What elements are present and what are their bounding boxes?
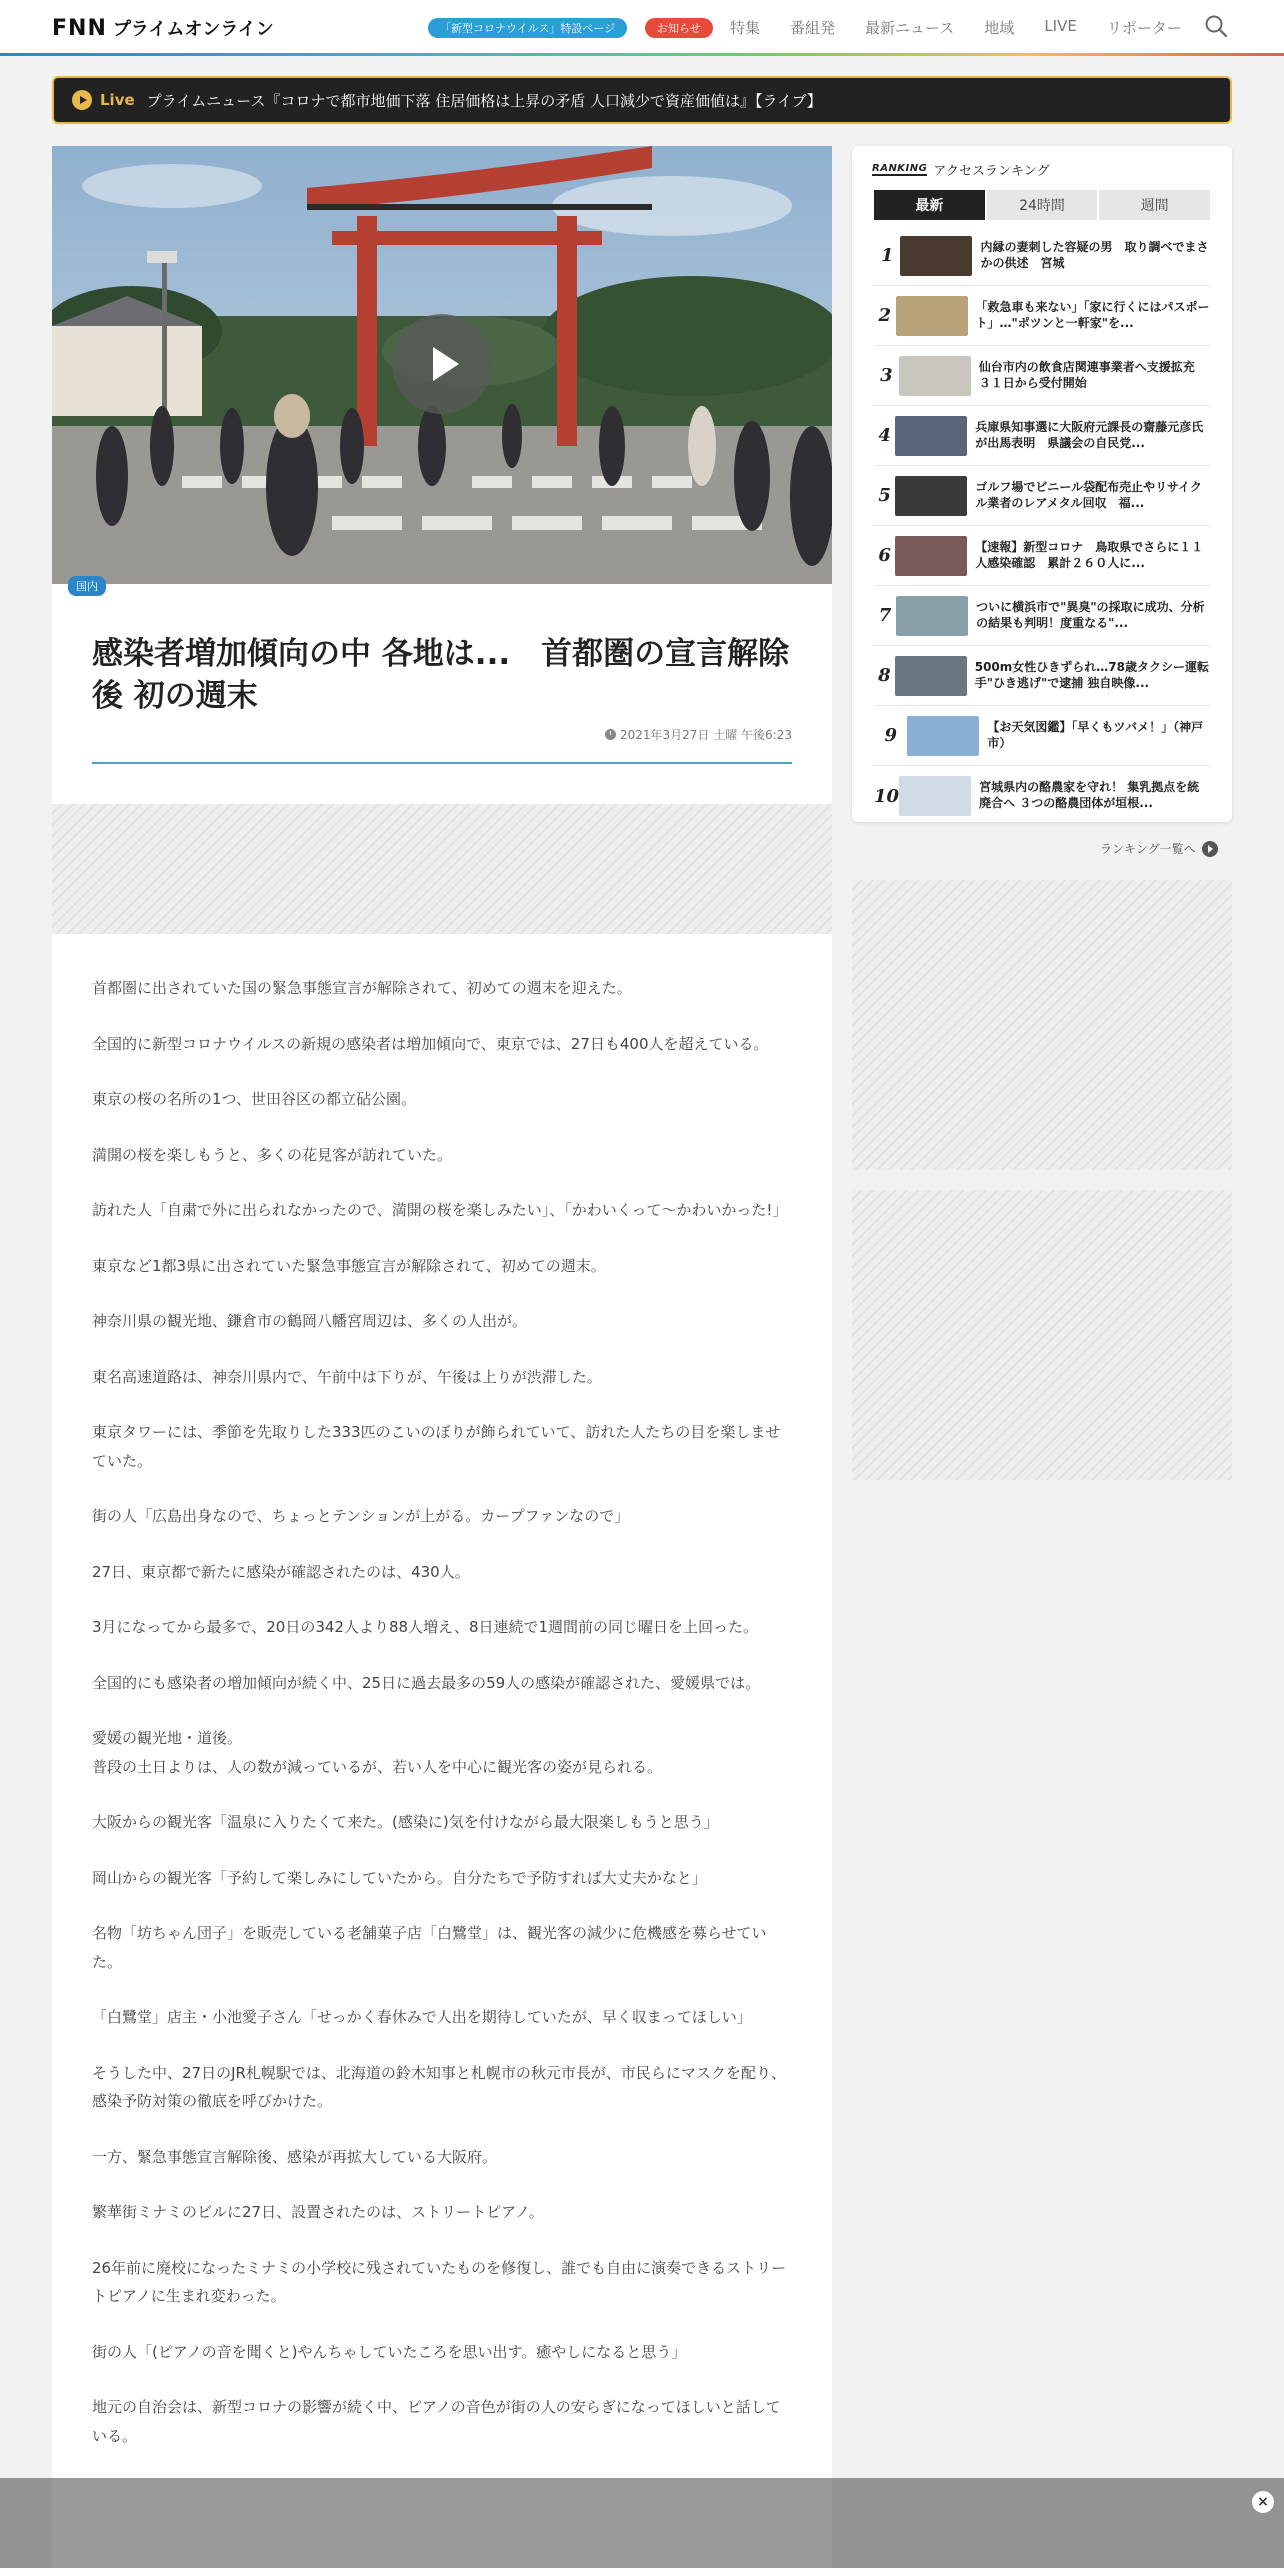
- ranking-logo: RANKING: [872, 163, 928, 174]
- ranking-more-link[interactable]: [1100, 840, 1218, 857]
- article-container: [52, 146, 832, 2568]
- header-color-bar: [0, 53, 1284, 56]
- search-icon[interactable]: [1204, 14, 1228, 38]
- ad-placeholder-sidebar-2[interactable]: [852, 1190, 1232, 1480]
- ranking-item[interactable]: [874, 766, 1210, 826]
- rank-number: 1: [880, 245, 894, 266]
- ad-placeholder-sidebar-1[interactable]: [852, 880, 1232, 1170]
- rank-number: 5: [878, 485, 891, 506]
- article-paragraph: 神奈川県の観光地、鎌倉市の鶴岡八幡宮周辺は、多くの人出が。: [92, 1312, 528, 1330]
- play-video-button[interactable]: [392, 314, 492, 414]
- tab-24h[interactable]: 24時間: [987, 190, 1098, 220]
- article-paragraph: 街の人「(ピアノの音を聞くと)やんちゃしていたころを思い出す。癒やしになると思う」: [92, 2342, 687, 2361]
- publish-time: [605, 726, 792, 743]
- nav-item-latest-news[interactable]: 最新ニュース: [865, 19, 955, 37]
- rank-title[interactable]: 内縁の妻刺した容疑の男 取り調べでまさかの供述 宮城: [980, 239, 1209, 270]
- article-paragraph: 全国的にも感染者の増加傾向が続く中、25日に過去最多の59人の感染が確認された、愛媛県では。: [92, 1673, 761, 1692]
- ranking-widget: [852, 146, 1232, 822]
- article-paragraph: 訪れた人「自粛で外に出られなかったので、満開の桜を楽しみたい」、「かわいくって～かわいかった!」: [92, 1201, 788, 1219]
- rank-title[interactable]: 500m女性ひきずられ…78歳タクシー運転手"ひき逃げ"で逮捕 独自映像...: [974, 659, 1209, 690]
- bottom-ad-overlay: [0, 2478, 1284, 2568]
- article-paragraph: 東京など1都3県に出されていた緊急事態宣言が解除されて、初めての週末。: [92, 1256, 606, 1275]
- rank-title[interactable]: 「救急車も来ない」「家に行くにはパスポート」…"ポツンと一軒家"を...: [975, 299, 1210, 330]
- rank-number: 8: [878, 665, 891, 686]
- ranking-item[interactable]: [874, 586, 1210, 646]
- ranking-item[interactable]: [874, 226, 1210, 286]
- ranking-item[interactable]: [874, 286, 1210, 346]
- tab-weekly[interactable]: 週間: [1099, 190, 1210, 220]
- notice-link[interactable]: お知らせ: [645, 18, 713, 38]
- hero-video-thumbnail[interactable]: [52, 146, 832, 584]
- rank-number: 3: [880, 365, 893, 386]
- article-paragraph: 繁華街ミナミのビルに27日、設置されたのは、ストリートピアノ。: [92, 2203, 544, 2221]
- live-play-icon: [72, 90, 92, 110]
- tab-latest[interactable]: 最新: [874, 190, 985, 220]
- main-nav: [730, 17, 1182, 38]
- rank-thumbnail[interactable]: [899, 356, 971, 396]
- article-headline: 感染者増加傾向の中 各地は... 首都圏の宣言解除後 初の週末: [92, 636, 790, 714]
- article-paragraph: 首都圏に出されていた国の緊急事態宣言が解除されて、初めての週末を迎えた。: [92, 979, 632, 997]
- ranking-item[interactable]: [874, 706, 1210, 766]
- ad-placeholder-main[interactable]: [52, 804, 832, 934]
- live-title[interactable]: プライムニュース『コロナで都市地価下落 住居価格は上昇の矛盾 人口減少で資産価値は』【ライブ】: [146, 91, 822, 110]
- article-paragraph: 26年前に廃校になったミナミの小学校に残されていたものを修復し、誰でも自由に演奏できるストリートピアノに生まれ変わった。: [92, 2258, 787, 2305]
- rank-title[interactable]: 【お天気図鑑】「早くもツバメ！」（神戸市）: [987, 719, 1204, 750]
- nav-item-region[interactable]: 地域: [984, 19, 1015, 37]
- rank-title[interactable]: 仙台市内の飲食店関連事業者へ支援拡充 ３１日から受付開始: [978, 359, 1207, 390]
- rank-thumbnail[interactable]: [895, 476, 967, 516]
- rank-thumbnail[interactable]: [896, 596, 968, 636]
- rank-thumbnail[interactable]: [896, 296, 968, 336]
- article-paragraph: 名物「坊ちゃん団子」を販売している老舗菓子店「白鷺堂」は、観光客の減少に危機感を募らせていた。: [92, 1924, 767, 1971]
- rank-thumbnail[interactable]: [899, 776, 971, 816]
- rank-title[interactable]: 宮城県内の酪農家を守れ！ 集乳拠点を統廃合へ ３つの酪農団体が垣根...: [979, 780, 1200, 811]
- rank-thumbnail[interactable]: [900, 236, 972, 276]
- article-paragraph: 全国的に新型コロナウイルスの新規の感染者は増加傾向で、東京では、27日も400人を超えている。: [92, 1034, 769, 1053]
- article-paragraph: 東京の桜の名所の1つ、世田谷区の都立砧公園。: [92, 1090, 416, 1108]
- ranking-list: [874, 226, 1210, 826]
- nav-item-programs[interactable]: 番組発: [790, 19, 836, 37]
- article-body: [92, 974, 792, 2477]
- rank-number: 7: [878, 605, 892, 626]
- article-paragraph: 岡山からの観光客「予約して楽しみにしていたから。自分たちで予防すれば大丈夫かなと」: [92, 1868, 707, 1887]
- site-logo[interactable]: [52, 16, 274, 40]
- article-paragraph: 大阪からの観光客「温泉に入りたくて来た。(感染に)気を付けながら最大限楽しもうと思う」: [92, 1813, 719, 1831]
- clock-icon: [605, 729, 616, 740]
- ranking-item[interactable]: [874, 646, 1210, 706]
- article-paragraph: そうした中、27日のJR札幌駅では、北海道の鈴木知事と札幌市の秋元市長が、市民らにマスクを配り、感染予防対策の徹底を呼びかけた。: [92, 2063, 786, 2110]
- close-icon[interactable]: ×: [1252, 2491, 1274, 2513]
- article-paragraph: 街の人「広島出身なので、ちょっとテンションが上がる。カープファンなので」: [92, 1507, 630, 1525]
- ranking-item[interactable]: [874, 406, 1210, 466]
- ranking-header: [872, 160, 1050, 179]
- article-paragraph: 満開の桜を楽しもうと、多くの花見客が訪れていた。: [92, 1145, 453, 1164]
- article-paragraph: 一方、緊急事態宣言解除後、感染が再拡大している大阪府。: [92, 2147, 498, 2166]
- rank-number: 2: [878, 305, 892, 326]
- article-paragraph: 愛媛の観光地・道後。 普段の土日よりは、人の数が減っているが、若い人を中心に観光客の姿が見られる。: [92, 1729, 663, 1776]
- article-paragraph: 27日、東京都で新たに感染が確認されたのは、430人。: [92, 1562, 470, 1581]
- article-paragraph: 東名高速道路は、神奈川県内で、午前中は下りが、午後は上りが渋滞した。: [92, 1367, 602, 1386]
- rank-number: 6: [878, 545, 891, 566]
- live-banner[interactable]: [52, 76, 1232, 124]
- nav-item-reporters[interactable]: リポーター: [1106, 19, 1182, 37]
- rank-title[interactable]: 兵庫県知事選に大阪府元課長の齋藤元彦氏が出馬表明 県議会の自民党...: [975, 419, 1204, 450]
- rank-thumbnail[interactable]: [895, 416, 967, 456]
- category-badge[interactable]: 国内: [68, 576, 106, 596]
- rank-title[interactable]: 【速報】新型コロナ 鳥取県でさらに１１人感染確認 累計２６０人に...: [975, 539, 1204, 570]
- article-paragraph: 3月になってから最多で、20日の342人より88人増え、8日連続で1週間前の同じ曜日を上回った。: [92, 1618, 759, 1636]
- ranking-item[interactable]: [874, 466, 1210, 526]
- ranking-tabs: [874, 190, 1210, 220]
- live-label: Live: [100, 91, 135, 109]
- site-header: [0, 0, 1284, 55]
- logo-fnn: FNN: [52, 15, 107, 41]
- rank-number: 4: [878, 425, 891, 446]
- rank-thumbnail[interactable]: [895, 536, 967, 576]
- rank-thumbnail[interactable]: [907, 716, 979, 756]
- rank-title[interactable]: ゴルフ場でビニール袋配布売止やリサイクル業者のレアメタル回収 福...: [975, 479, 1202, 510]
- article-paragraph: 「白鷺堂」店主・小池愛子さん「せっかく春休みで人出を期待していたが、早く収まってほしい」: [92, 2008, 752, 2026]
- rank-thumbnail[interactable]: [895, 656, 967, 696]
- rank-title[interactable]: ついに横浜市で"異臭"の採取に成功、分析の結果も判明！度重なる"...: [976, 599, 1205, 630]
- rank-number: 10: [874, 785, 900, 807]
- title-divider: [92, 762, 792, 764]
- article-paragraph: 東京タワーには、季節を先取りした333匹のこいのぼりが飾られていて、訪れた人たちの目を楽しませていた。: [92, 1423, 781, 1470]
- nav-item-live[interactable]: LIVE: [1044, 17, 1077, 35]
- nav-item-features[interactable]: 特集: [730, 19, 761, 37]
- arrow-right-icon: [1202, 841, 1218, 857]
- publish-time-text: 2021年3月27日 土曜 午後6:23: [619, 728, 792, 742]
- logo-subtitle: プライムオンライン: [112, 19, 274, 40]
- corona-special-link[interactable]: 「新型コロナウイルス」特設ページ: [428, 18, 627, 38]
- ranking-heading: アクセスランキング: [933, 164, 1050, 179]
- rank-number: 9: [884, 725, 897, 746]
- ranking-item[interactable]: [874, 346, 1210, 406]
- ranking-item[interactable]: [874, 526, 1210, 586]
- ranking-more-label: ランキング一覧へ: [1100, 842, 1196, 856]
- article-paragraph: 地元の自治会は、新型コロナの影響が続く中、ピアノの音色が街の人の安らぎになってほしいと話している。: [92, 2398, 781, 2445]
